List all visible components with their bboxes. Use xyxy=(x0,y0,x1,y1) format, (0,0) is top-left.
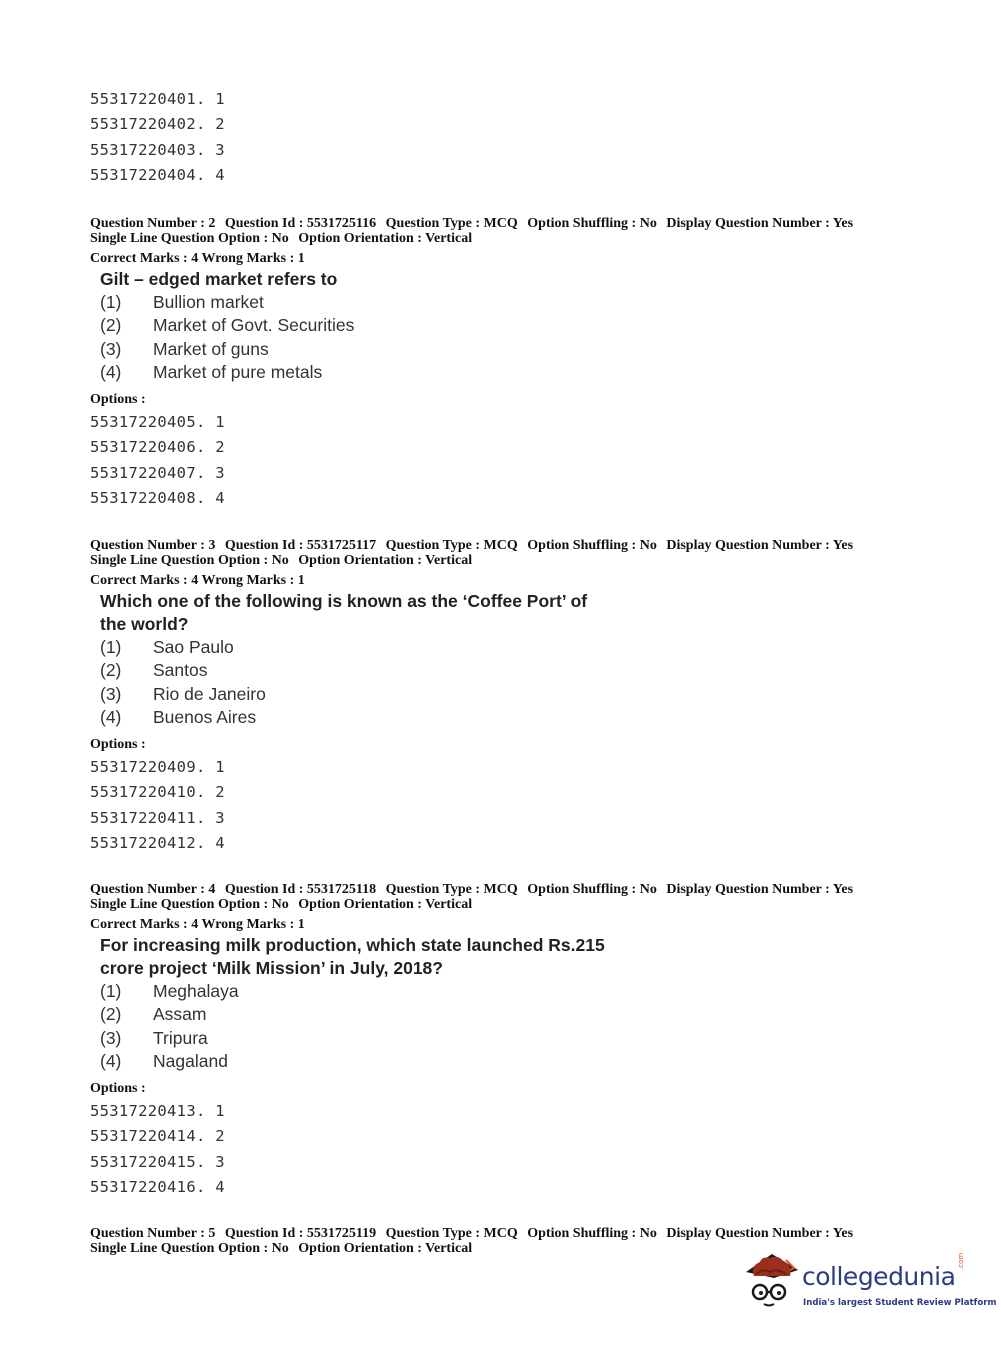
single-line-option: Single Line Question Option : No xyxy=(90,1241,289,1256)
top-options-list xyxy=(90,87,225,188)
display-question-number: Display Question Number : Yes xyxy=(666,538,854,553)
wrong-marks: Wrong Marks : 1 xyxy=(201,251,305,266)
choice-item xyxy=(100,706,950,729)
question-type: Question Type : MCQ xyxy=(385,1226,518,1241)
choice-number: (2) xyxy=(100,1004,122,1025)
question-block-3 xyxy=(90,538,950,856)
question-meta-line2 xyxy=(90,231,950,246)
options-list xyxy=(90,1099,950,1200)
choice-item xyxy=(100,1050,950,1073)
question-text-line: the world? xyxy=(100,614,189,634)
option-shuffling: Option Shuffling : No xyxy=(527,538,657,553)
choice-number: (2) xyxy=(100,660,122,681)
question-type: Question Type : MCQ xyxy=(385,882,518,897)
choice-number: (1) xyxy=(100,637,122,657)
option-line: 55317220412. 4 xyxy=(90,834,225,853)
option-orientation: Option Orientation : Vertical xyxy=(298,231,473,246)
logo-wordmark: collegedunia xyxy=(802,1262,956,1291)
choice-text: Rio de Janeiro xyxy=(153,683,266,704)
question-body xyxy=(100,590,950,729)
mascot-icon xyxy=(740,1248,802,1314)
question-meta-line1 xyxy=(90,538,950,553)
correct-marks: Correct Marks : 4 xyxy=(90,573,199,588)
option-line: 55317220413. 1 xyxy=(90,1102,225,1121)
question-text-line: For increasing milk production, which state launched Rs.215 xyxy=(100,935,605,955)
choice-number: (4) xyxy=(100,706,122,727)
option-line: 55317220409. 1 xyxy=(90,758,225,777)
option-line: 55317220407. 3 xyxy=(90,463,225,482)
choice-item xyxy=(100,980,950,1003)
options-list xyxy=(90,755,950,856)
option-shuffling: Option Shuffling : No xyxy=(527,216,657,231)
option-line: 55317220415. 3 xyxy=(90,1152,225,1171)
option-shuffling: Option Shuffling : No xyxy=(527,882,657,897)
options-label: Options : xyxy=(90,737,146,753)
choice-item xyxy=(100,291,950,314)
option-line: 55317220403. 3 xyxy=(90,140,225,159)
question-type: Question Type : MCQ xyxy=(385,216,518,231)
option-line: 55317220406. 2 xyxy=(90,438,225,457)
question-text-line: Gilt – edged market refers to xyxy=(100,269,338,289)
question-id: Question Id : 5531725118 xyxy=(224,882,377,897)
question-text xyxy=(100,934,950,980)
option-line: 55317220411. 3 xyxy=(90,808,225,827)
question-meta-line1 xyxy=(90,1226,950,1241)
choice-number: (3) xyxy=(100,1027,122,1048)
correct-marks: Correct Marks : 4 xyxy=(90,251,199,266)
choice-item xyxy=(100,314,950,337)
option-line: 55317220401. 1 xyxy=(90,90,225,108)
choice-item xyxy=(100,338,950,361)
marks-line xyxy=(90,573,950,588)
correct-marks: Correct Marks : 4 xyxy=(90,917,199,932)
question-text xyxy=(100,590,950,636)
option-shuffling: Option Shuffling : No xyxy=(527,1226,657,1241)
choice-text: Santos xyxy=(153,660,208,681)
display-question-number: Display Question Number : Yes xyxy=(666,882,854,897)
marks-line xyxy=(90,917,950,932)
choice-number: (4) xyxy=(100,1050,122,1071)
question-number: Question Number : 5 xyxy=(90,1226,216,1241)
question-type: Question Type : MCQ xyxy=(385,538,518,553)
question-number: Question Number : 2 xyxy=(90,216,216,231)
question-meta-line2 xyxy=(90,553,950,568)
choice-text: Assam xyxy=(153,1004,207,1025)
display-question-number: Display Question Number : Yes xyxy=(666,1226,854,1241)
question-text-line: crore project ‘Milk Mission’ in July, 2018? xyxy=(100,958,443,978)
option-orientation: Option Orientation : Vertical xyxy=(298,897,473,912)
option-orientation: Option Orientation : Vertical xyxy=(298,1241,473,1256)
question-text-line: Which one of the following is known as the ‘Coffee Port’ of xyxy=(100,591,588,611)
question-meta-line2 xyxy=(90,897,950,912)
question-block-4 xyxy=(90,882,950,1200)
question-block-2 xyxy=(90,216,950,511)
choice-text: Sao Paulo xyxy=(153,637,234,657)
choice-text: Market of pure metals xyxy=(153,361,323,382)
marks-line xyxy=(90,251,950,266)
question-id: Question Id : 5531725117 xyxy=(224,538,377,553)
choice-item xyxy=(100,636,950,659)
option-line: 55317220416. 4 xyxy=(90,1178,225,1197)
choice-text: Meghalaya xyxy=(153,981,239,1001)
choice-number: (1) xyxy=(100,981,122,1001)
question-id: Question Id : 5531725116 xyxy=(224,216,377,231)
option-line: 55317220404. 4 xyxy=(90,165,225,184)
question-body xyxy=(100,934,950,1073)
option-line: 55317220414. 2 xyxy=(90,1127,225,1146)
single-line-option: Single Line Question Option : No xyxy=(90,553,289,568)
choice-text: Bullion market xyxy=(153,292,264,312)
choice-text: Buenos Aires xyxy=(153,706,257,727)
option-orientation: Option Orientation : Vertical xyxy=(298,553,473,568)
choice-text: Tripura xyxy=(153,1027,208,1048)
choice-text: Nagaland xyxy=(153,1050,228,1071)
option-line: 55317220410. 2 xyxy=(90,783,225,802)
choice-number: (3) xyxy=(100,683,122,704)
question-text xyxy=(100,268,950,291)
single-line-option: Single Line Question Option : No xyxy=(90,897,289,912)
choice-item xyxy=(100,361,950,384)
options-list xyxy=(90,410,950,511)
option-line: 55317220402. 2 xyxy=(90,115,225,134)
choice-item xyxy=(100,659,950,682)
logo-suffix: .com xyxy=(957,1252,965,1270)
question-number: Question Number : 4 xyxy=(90,882,216,897)
choice-item xyxy=(100,1003,950,1026)
wrong-marks: Wrong Marks : 1 xyxy=(201,917,305,932)
logo-tagline: India's largest Student Review Platform xyxy=(803,1298,997,1308)
options-label: Options : xyxy=(90,392,146,408)
collegedunia-logo xyxy=(740,1248,997,1318)
question-body xyxy=(100,268,950,384)
choice-number: (4) xyxy=(100,361,122,382)
choice-number: (1) xyxy=(100,292,122,312)
choice-text: Market of Govt. Securities xyxy=(153,315,355,336)
display-question-number: Display Question Number : Yes xyxy=(666,216,854,231)
question-meta-line1 xyxy=(90,882,950,897)
question-number: Question Number : 3 xyxy=(90,538,216,553)
choice-number: (3) xyxy=(100,338,122,359)
wrong-marks: Wrong Marks : 1 xyxy=(201,573,305,588)
question-meta-line1 xyxy=(90,216,950,231)
choice-number: (2) xyxy=(100,315,122,336)
option-line: 55317220408. 4 xyxy=(90,489,225,508)
option-line: 55317220405. 1 xyxy=(90,413,225,432)
choice-item xyxy=(100,683,950,706)
options-label: Options : xyxy=(90,1081,146,1097)
choice-text: Market of guns xyxy=(153,338,269,359)
question-id: Question Id : 5531725119 xyxy=(224,1226,377,1241)
single-line-option: Single Line Question Option : No xyxy=(90,231,289,246)
choice-item xyxy=(100,1027,950,1050)
